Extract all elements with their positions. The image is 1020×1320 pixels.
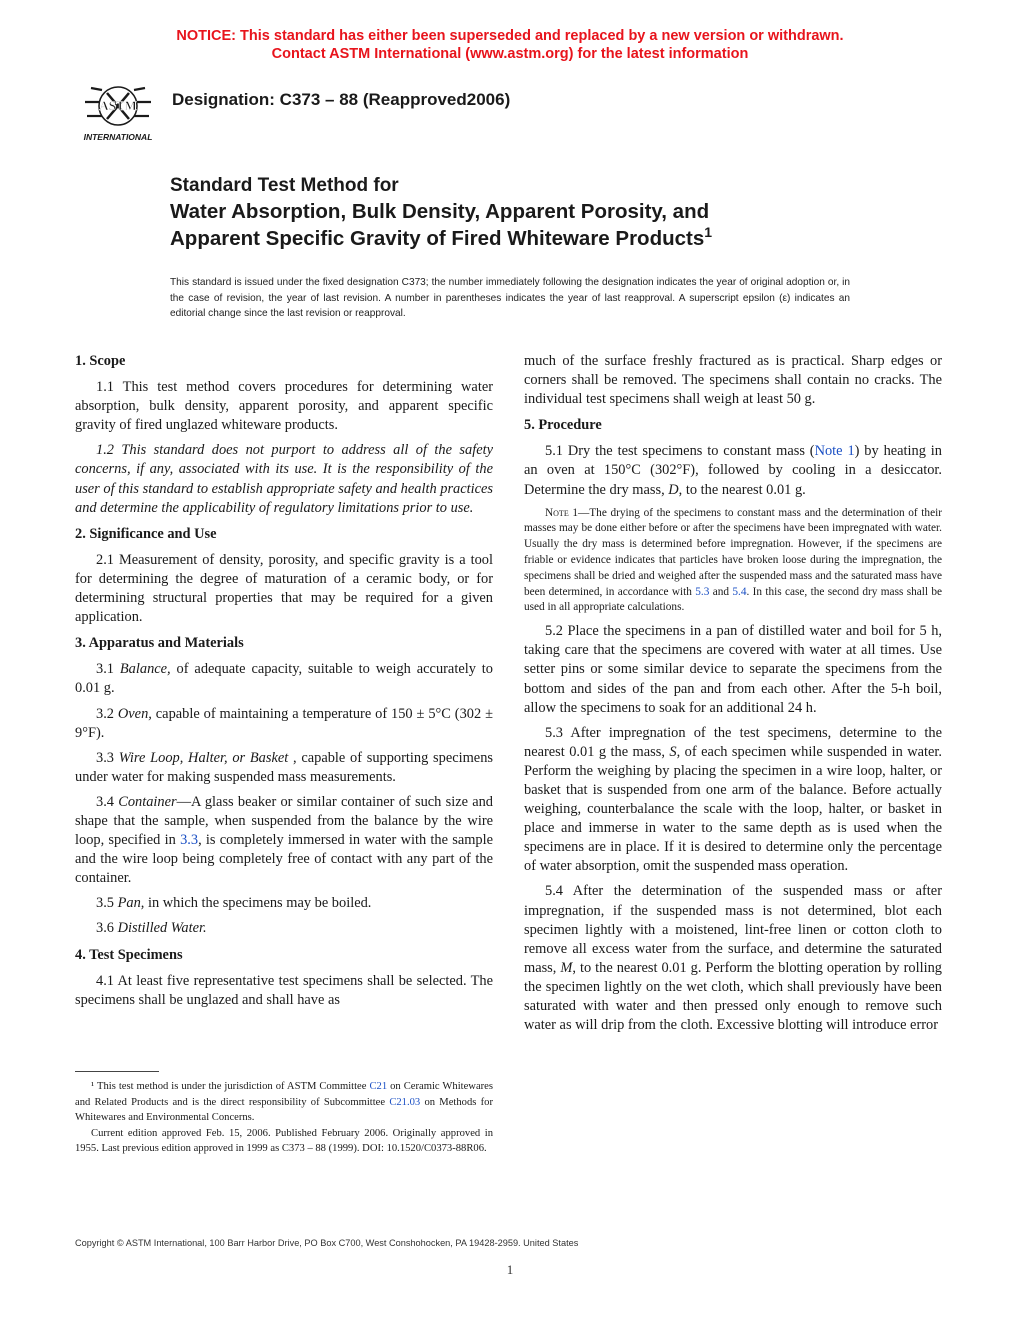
- note-1-text-b: . In this case, the second dry mass shall be used in all appropriate calculations.: [524, 585, 943, 614]
- var-suspended-mass: S: [669, 743, 677, 760]
- para-3-4-text-a: —A glass beaker or similar container of such size and shape that the sample, when suspended from the balance by the wire loop, specified in: [75, 793, 493, 849]
- footnote-1-text-a: ¹ This test method is under the jurisdiction of ASTM Committee: [91, 1081, 370, 1092]
- notice-line-1: NOTICE: This standard has either been superseded and replaced by a new version or withdrawn.: [176, 28, 844, 44]
- section-1-heading: 1. Scope: [75, 353, 126, 369]
- para-3-3-text: , capable of supporting specimens under water for making suspended mass measurements.: [75, 749, 493, 785]
- para-3-1-num: 3.1: [96, 661, 120, 678]
- title-line-3: [170, 225, 930, 252]
- para-5-1-text-b: ) by heating in an oven at 150°C (302°F), followed by cooling in a desiccator. Determine the dry mass,: [524, 443, 942, 498]
- para-3-6: [75, 919, 493, 938]
- para-5-1: [524, 442, 942, 499]
- term-balance: Balance,: [119, 661, 171, 678]
- var-saturated-mass: M: [560, 959, 573, 976]
- para-3-2-text: capable of maintaining a temperature of 150 ± 5°C (302 ± 9°F).: [75, 705, 493, 741]
- para-3-5-text: in which the specimens may be boiled.: [144, 895, 372, 912]
- link-3-3[interactable]: 3.3: [180, 832, 199, 849]
- title-line-1: Standard Test Method for: [170, 175, 399, 196]
- notice-line-2: Contact ASTM International (www.astm.org) for the latest information: [271, 46, 749, 62]
- term-container: Container: [118, 793, 177, 810]
- section-3-heading: 3. Apparatus and Materials: [75, 635, 244, 652]
- para-4-1: 4.1 At least five representative test specimens shall be selected. The specimens shall be unglazed and shall have as: [75, 972, 493, 1008]
- title-footnote-mark: 1: [704, 224, 713, 240]
- withdrawn-notice: [0, 27, 1020, 63]
- astm-logo: [72, 76, 164, 144]
- footnotes: [75, 1079, 493, 1157]
- right-column: [524, 352, 942, 1041]
- link-5-3[interactable]: 5.3: [695, 585, 710, 598]
- para-3-2: [75, 705, 493, 743]
- link-note-1[interactable]: Note 1: [814, 443, 855, 460]
- para-3-3: [75, 749, 493, 787]
- term-distilled-water: Distilled Water.: [117, 920, 207, 937]
- para-5-1-text-c: , to the nearest 0.01 g.: [678, 481, 806, 498]
- para-1-1: 1.1 This test method covers procedures for determining water absorption, bulk density, apparent porosity, and apparent specific gravity of fired unglazed whiteware products.: [75, 379, 493, 434]
- para-3-2-num: 3.2: [96, 705, 118, 722]
- section-5-heading: 5. Procedure: [524, 417, 602, 434]
- note-1-label: Note 1: [545, 506, 578, 519]
- designation: Designation: C373 – 88 (Reapproved2006): [172, 90, 511, 109]
- link-c21-03[interactable]: C21.03: [389, 1096, 421, 1108]
- para-3-1-text: of adequate capacity, suitable to weigh accurately to 0.01 g.: [75, 661, 493, 697]
- para-5-4: [524, 882, 942, 1035]
- para-2-1: 2.1 Measurement of density, porosity, and specific gravity is a tool for determining the degree of maturation of a ceramic body, or for determining structural properties that may be required for a given application.: [75, 551, 493, 626]
- footnote-1-text-b: on Ceramic Whitewares and Related Products and is the direct responsibility of Subcommittee: [75, 1081, 493, 1108]
- link-5-4[interactable]: 5.4: [732, 585, 747, 598]
- para-4-1-continued: much of the surface freshly fractured as is practical. Sharp edges or corners shall be removed. The specimens shall contain no cracks. The individual test specimens shall weigh at least 50 g.: [524, 353, 942, 408]
- logo-subtext: INTERNATIONAL: [83, 132, 153, 142]
- term-oven: Oven,: [117, 705, 152, 722]
- para-1-2: 1.2 This standard does not purport to address all of the safety concerns, if any, associated with its use. It is the responsibility of the user of this standard to establish appropriate safety and health practices and determine the applicability of regulatory limitations prior to use.: [75, 442, 493, 516]
- para-5-4-text-b: , to the nearest 0.01 g. Perform the blotting operation by rolling the specimen lightly on the wet cloth, which shall previously have been saturated with water and then pressed only enough to remove such water as will drip from the cloth. Excessive blotting will introduce error: [524, 959, 942, 1034]
- para-3-5: [75, 894, 493, 913]
- left-column: [75, 352, 493, 1016]
- section-2-heading: 2. Significance and Use: [75, 525, 217, 542]
- standard-intro: This standard is issued under the fixed designation C373; the number immediately following the designation indicates the year of original adoption or, in the case of revision, the year of last revision. A number in parentheses indicates the year of last reapproval. A superscript epsilon (ε) indicates an editorial change since the last revision or reapproval.: [170, 277, 850, 319]
- title-line-3-text: Apparent Specific Gravity of Fired Whiteware Products: [170, 227, 705, 250]
- para-5-3-text-b: , of each specimen while suspended in water. Perform the weighing by placing the specimen in a wire loop, halter, or basket that is suspended from one arm of the balance. Before actually weighing, counterbalance the scale with the loop, halter, or basket in place and immerse in water to the same depth as is used when the specimens are in place. If it is desired to determine only the percentage of water absorption, omit the suspended mass operation.: [524, 743, 942, 875]
- para-3-6-num: 3.6: [96, 920, 118, 937]
- para-3-1: [75, 660, 493, 698]
- section-4-heading: 4. Test Specimens: [75, 946, 183, 963]
- note-1-text-a: —The drying of the specimens to constant mass and the determination of their masses may be done either before or after the specimens have been impregnated with water. Usually the dry mass is determined before impregnation. However, if the specimens are friable or evidence indicates that particles have broken loose during the impregnation, the specimens shall be dried and weighed after the suspended mass and the saturated mass have been determined, in accordance with: [524, 506, 942, 598]
- term-wire-loop: Wire Loop, Halter, or Basket: [118, 749, 289, 766]
- link-c21[interactable]: C21: [369, 1081, 388, 1092]
- logo-letters: ASTM: [99, 98, 137, 113]
- footnote-2: Current edition approved Feb. 15, 2006. Published February 2006. Originally approved in 1955. Last previous edition approved in 1999 as C373 – 88 (1999). DOI: 10.1520/C0373-88R06.: [75, 1127, 493, 1155]
- para-5-2: 5.2 Place the specimens in a pan of distilled water and boil for 5 h, taking care that the specimens are covered with water at all times. Use setter pins or some similar device to separate the specimens from the bottom and sides of the pan and from each other. After the 5-h boil, allow the specimens to soak for an additional 24 h.: [524, 623, 942, 716]
- para-5-4-text-a: 5.4 After the determination of the suspended mass or after impregnation, if the suspended mass is not determined, blot each specimen lightly with a moistened, lint-free linen or cotton cloth to remove all excess water from the surface, and determine the saturated mass,: [524, 883, 942, 976]
- para-3-4: [75, 793, 493, 888]
- para-3-5-num: 3.5: [96, 895, 118, 912]
- para-5-3: [524, 724, 942, 877]
- footnote-1-text-c: on Methods for Whitewares and Environmental Concerns.: [75, 1096, 493, 1124]
- term-pan: Pan,: [117, 895, 145, 912]
- copyright: Copyright © ASTM International, 100 Barr Harbor Drive, PO Box C700, West Conshohocken, PA 19428-2959. United States: [75, 1238, 579, 1248]
- para-5-1-text-a: 5.1 Dry the test specimens to constant mass (: [545, 443, 815, 460]
- para-3-4-text-b: , is completely immersed in water with the sample and the wire loop being completely free of contact with any part of the container.: [75, 832, 493, 887]
- para-5-3-text-a: 5.3 After impregnation of the test specimens, determine to the nearest 0.01 g the mass,: [524, 724, 942, 760]
- footnote-1: [75, 1079, 493, 1126]
- title-line-2: Water Absorption, Bulk Density, Apparent Porosity, and: [170, 200, 710, 223]
- document-title: [170, 174, 930, 252]
- para-3-4-num: 3.4: [96, 793, 119, 810]
- var-dry-mass: D: [668, 481, 679, 498]
- footnote-rule: [75, 1071, 159, 1072]
- page-number: 1: [506, 1262, 514, 1277]
- note-1-and: and: [709, 585, 733, 598]
- note-1: [524, 506, 942, 617]
- para-3-3-num: 3.3: [96, 749, 119, 766]
